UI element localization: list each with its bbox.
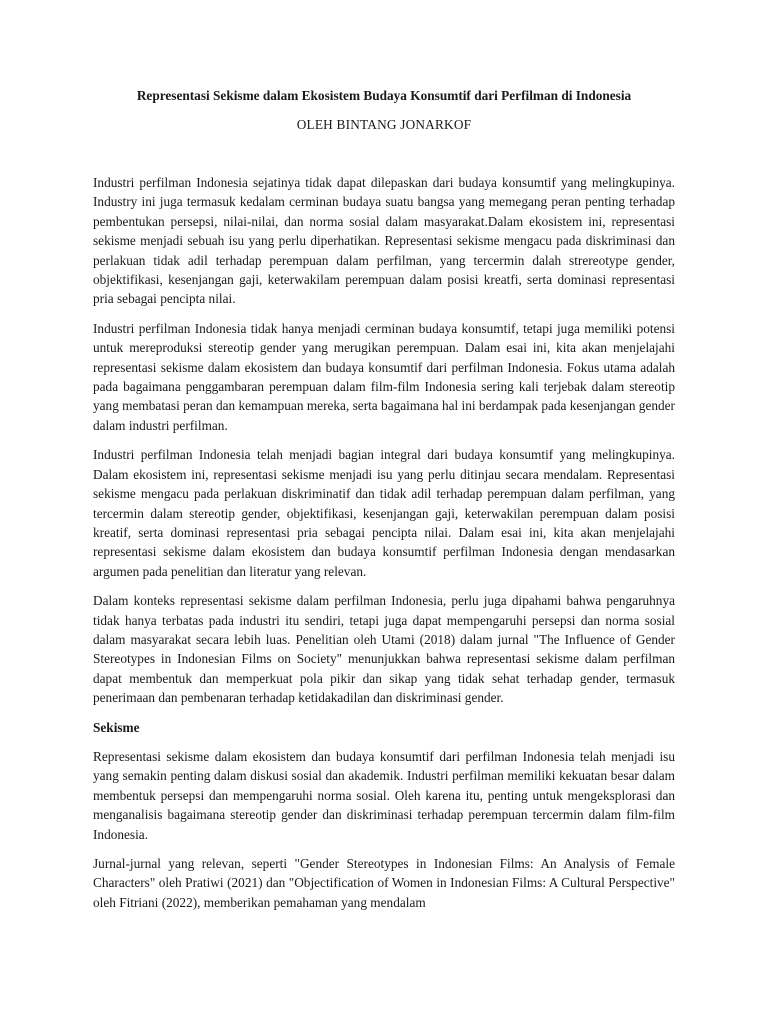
document-page — [93, 86, 675, 922]
paragraph-3: Industri perfilman Indonesia telah menjadi bagian integral dari budaya konsumtif yang melingkupinya. Dalam ekosistem ini, representasi sekisme menjadi isu yang perlu ditinjau secara mendalam. Representasi sekisme mengacu pada perlakuan diskriminatif dan tidak adil terhadap perempuan dalam perfilman, yang tercermin dalam stereotip gender, objektifikasi, kesenjangan gaji, keterwakilan perempuan dalam posisi kreatif, serta dominasi representasi pria sebagai pencipta nilai. Dalam esai ini, kita akan menjelajahi representasi sekisme dalam ekosistem dan budaya konsumtif perfilman Indonesia dengan mendasarkan argumen pada penelitian dan literatur yang relevan. — [93, 447, 675, 579]
document-author: OLEH BINTANG JONARKOF — [296, 117, 472, 132]
paragraph-1: Industri perfilman Indonesia sejatinya tidak dapat dilepaskan dari budaya konsumtif yang melingkupinya. Industry ini juga termasuk kedalam cerminan budaya suatu bangsa yang memegang peran penting terhadap pembentukan persepsi, nilai-nilai, dan norma sosial dalam masyarakat.Dalam ekosistem ini, representasi sekisme menjadi sebuah isu yang perlu diperhatikan. Representasi sekisme mengacu pada diskriminasi dan perlakuan tidak adil terhadap perempuan dalam perfilman, yang tercermin dalah strereotype gender, objektifikasi, kesenjangan gaji, keterwakilam perempuan dalam posisi kreatfi, serta dominasi representasi pria sebagai pencipta nilai. — [93, 175, 675, 307]
section-paragraph-1: Representasi sekisme dalam ekosistem dan budaya konsumtif dari perfilman Indonesia telah menjadi isu yang semakin penting dalam diskusi sosial dan akademik. Industri perfilman memiliki kekuatan besar dalam membentuk persepsi dan mempengaruhi norma sosial. Oleh karena itu, penting untuk mengeksplorasi dan menganalisis bagaimana stereotip gender dan diskriminasi terhadap perempuan tercermin dalam film-film Indonesia. — [93, 748, 675, 842]
section-heading: Sekisme — [93, 719, 140, 735]
section-paragraph-2: Jurnal-jurnal yang relevan, seperti "Gender Stereotypes in Indonesian Films: An Analysis of Female Characters" oleh Pratiwi (2021) dan "Objectification of Women in Indonesian Films: A Cultural Perspective" oleh Fitriani (2022), memberikan pemahaman yang mendalam — [93, 856, 675, 910]
paragraph-2: Industri perfilman Indonesia tidak hanya menjadi cerminan budaya konsumtif, tetapi juga memiliki potensi untuk mereproduksi stereotip gender yang merugikan perempuan. Dalam esai ini, kita akan menjelajahi representasi sekisme dalam ekosistem dan budaya konsumtif dari perfilman Indonesia. Fokus utama adalah pada bagaimana penggambaran perempuan dalam film-film Indonesia sering kali terjebak dalam stereotip yang membatasi peran dan kemampuan mereka, serta bagaimana hal ini berdampak pada kesenjangan gender dalam industri perfilman. — [93, 320, 675, 433]
document-title: Representasi Sekisme dalam Ekosistem Budaya Konsumtif dari Perfilman di Indonesia — [136, 88, 632, 103]
paragraph-4: Dalam konteks representasi sekisme dalam perfilman Indonesia, perlu juga dipahami bahwa pengaruhnya tidak hanya terbatas pada industri itu sendiri, tetapi juga dapat mempengaruhi persepsi dan norma sosial dalam masyarakat secara lebih luas. Penelitian oleh Utami (2018) dalam jurnal "The Influence of Gender Stereotypes in Indonesian Films on Society" menunjukkan bahwa representasi sekisme dalam perfilman dapat membentuk dan memperkuat pola pikir dan sikap yang tidak sehat terhadap gender, termasuk penerimaan dan pembenaran terhadap ketidakadilan dan diskriminasi gender. — [93, 593, 675, 706]
document-body — [93, 173, 675, 912]
